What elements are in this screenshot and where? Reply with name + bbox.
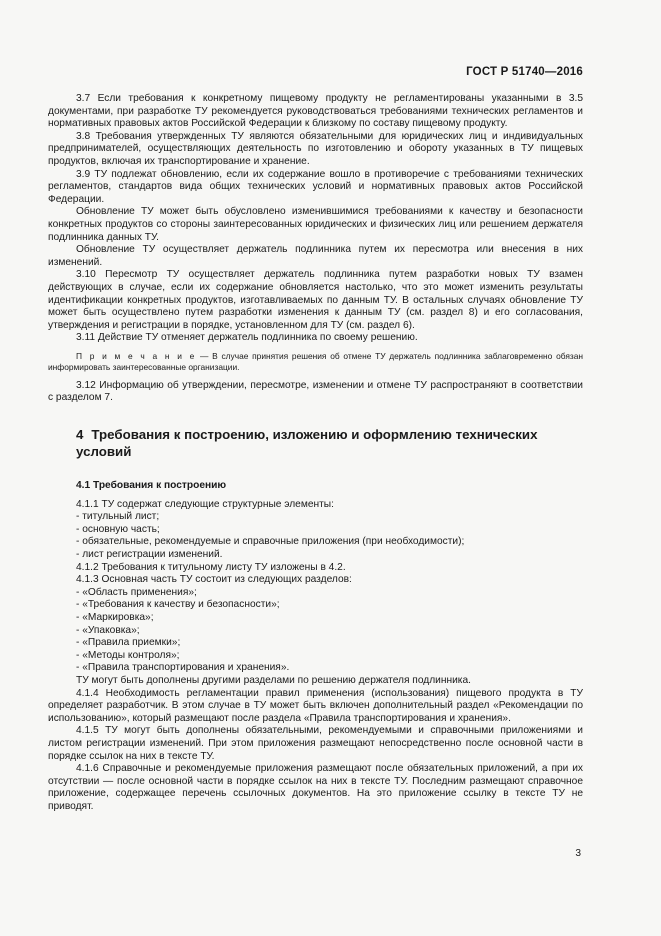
line-4-1-1: 4.1.1 ТУ содержат следующие структурные элементы: [76, 498, 334, 510]
paragraph-4-1-6: 4.1.6 Справочные и рекомендуемые приложения размещают после обязательных приложений, а при их отсутствии — после основной части в порядке ссылок на них в тексте ТУ. Последним размещают справочное приложение, содержащее перечень ссылочных документов. На это приложение ссылку в тексте ТУ не приводят. [48, 763, 583, 812]
paragraph-4-1-4: 4.1.4 Необходимость регламентации правил применения (использования) пищевого продукта в ТУ определяет разработчик. В этом случае в ТУ может быть включен дополнительный раздел «Рекомендации по использованию», который размещают после раздела «Правила транспортирования и хранения». [48, 687, 583, 724]
page-body [48, 93, 583, 814]
paragraph-update-procedure: Обновление ТУ осуществляет держатель подлинника путем их пересмотра или внесения в них изменений. [48, 244, 583, 268]
list-item: - «Методы контроля»; [76, 649, 180, 661]
paragraph-update-conditions: Обновление ТУ может быть обусловлено изменившимися требованиями к качеству и безопасности конкретных продуктов со стороны заинтересованных юридических и физических лиц или решением держателя подлинника данных ТУ. [48, 206, 583, 243]
list-item: - лист регистрации изменений. [76, 549, 223, 561]
paragraph-3-9: 3.9 ТУ подлежат обновлению, если их содержание вошло в противоречие с требованиями технических регламентов, стандартов вида общих технических условий и нормативных правовых актов Российской Федерации. [48, 168, 583, 205]
section-4-heading: Требования к построению, изложению и оформлению технических условий [76, 427, 538, 459]
paragraph-3-7: 3.7 Если требования к конкретному пищевому продукту не регламентированы указанными в 3.5 документами, при разработке ТУ рекомендуется руководствоваться требованиями технических регламентов и нормативных правовых актов Российской Федерации к близкому по составу пищевому продукту. [48, 93, 583, 130]
paragraph-3-11: 3.11 Действие ТУ отменяет держатель подлинника по своему решению. [76, 332, 418, 344]
paragraph-3-12: 3.12 Информацию об утверждении, пересмотре, изменении и отмене ТУ распространяют в соответствии с разделом 7. [48, 379, 583, 404]
line-4-1-2: 4.1.2 Требования к титульному листу ТУ изложены в 4.2. [76, 561, 346, 573]
list-item: - «Маркировка»; [76, 612, 154, 623]
list-item: - «Правила приемки»; [76, 637, 181, 649]
document-code: ГОСТ Р 51740—2016 [466, 66, 583, 78]
subsection-4-1-title: 4.1 Требования к построению [76, 480, 227, 492]
line-additional-sections: ТУ могут быть дополнены другими разделами по решению держателя подлинника. [76, 674, 471, 686]
list-item: - «Область применения»; [76, 586, 197, 598]
page-number: 3 [575, 848, 581, 859]
section-4-number: 4 [76, 427, 84, 443]
paragraph-3-8: 3.8 Требования утвержденных ТУ являются обязательными для юридических лиц и индивидуальных предпринимателей, осуществляющих деятельность по изготовлению и обороту указанных в ТУ пищевых продуктов, включая их транспортирование и хранение. [48, 130, 583, 167]
note-text: — В случае принятия решения об отмене ТУ держатель подлинника заблаговременно обязан информировать заинтересованные организации. [48, 350, 583, 373]
list-item: - основную часть; [76, 523, 160, 535]
list-item: - обязательные, рекомендуемые и справочные приложения (при необходимости); [76, 536, 465, 548]
list-item: - «Правила транспортирования и хранения». [76, 662, 290, 674]
note [48, 351, 583, 374]
paragraph-3-10: 3.10 Пересмотр ТУ осуществляет держатель подлинника путем разработки новых ТУ взамен действующих в случае, если их содержание обновляется настолько, что это может изменить результаты идентификации конкретных продуктов, изготавливаемых по данным ТУ. В остальных случаях обновление ТУ может быть осуществлено путем разработки изменения к данным ТУ (см. раздел 8) и его согласования, утверждения и регистрации в порядке, установленном для ТУ (см. раздел 6). [48, 269, 583, 331]
list-item: - «Упаковка»; [76, 624, 140, 636]
note-label: П р и м е ч а н и е [76, 350, 197, 361]
section-4-title [76, 427, 583, 460]
list-item: - «Требования к качеству и безопасности»; [76, 599, 280, 611]
line-4-1-3: 4.1.3 Основная часть ТУ состоит из следующих разделов: [76, 574, 352, 586]
list-item: - титульный лист; [76, 511, 160, 523]
paragraph-4-1-5: 4.1.5 ТУ могут быть дополнены обязательными, рекомендуемыми и справочными приложениями и листом регистрации изменений. При этом приложения размещают непосредственно после основной части в порядке ссылок на них в тексте ТУ. [48, 725, 583, 762]
